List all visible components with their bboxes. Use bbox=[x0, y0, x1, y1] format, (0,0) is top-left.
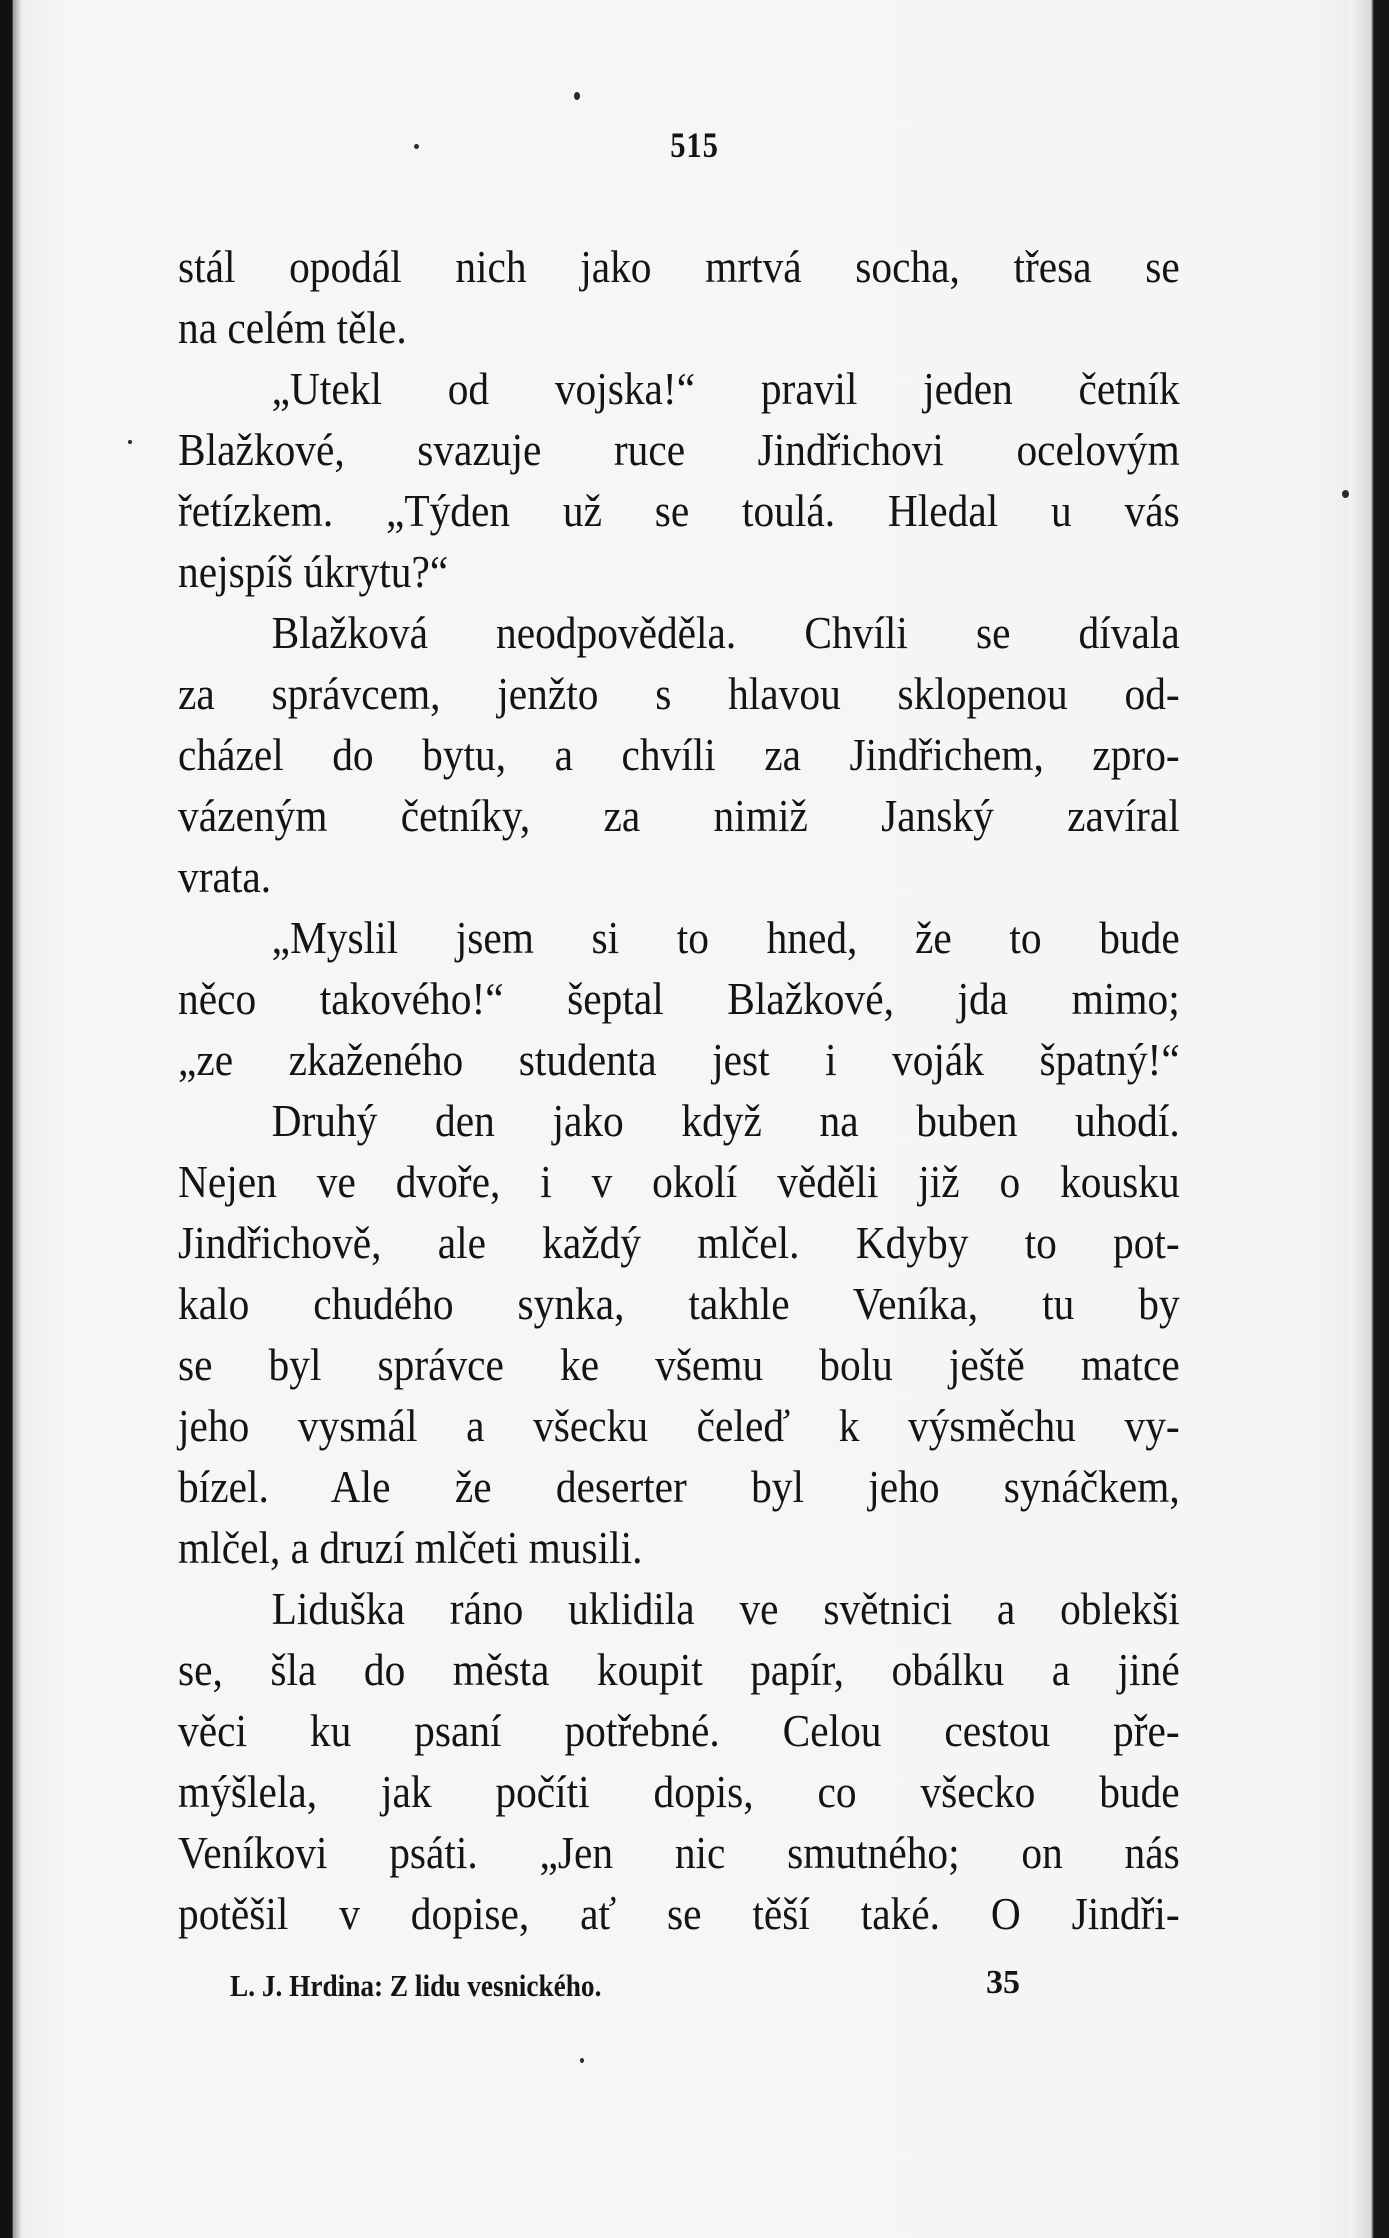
text-line: stál opodál nich jako mrtvá socha, třesa se bbox=[178, 241, 1180, 292]
scan-speck bbox=[128, 440, 132, 444]
text-line: cházel do bytu, a chvíli za Jindřichem, zpro- bbox=[178, 729, 1180, 780]
text-line: mýšlela, jak počíti dopis, co všecko bude bbox=[178, 1766, 1180, 1817]
text-line: Jindřichově, ale každý mlčel. Kdyby to pot- bbox=[178, 1217, 1180, 1268]
text-line: řetízkem. „Týden už se toulá. Hledal u vás bbox=[178, 485, 1180, 536]
scan-left-border bbox=[0, 0, 22, 2238]
text-line: Druhý den jako když na buben uhodí. bbox=[271, 1095, 1180, 1146]
text-line: věci ku psaní potřebné. Celou cestou pře- bbox=[178, 1705, 1180, 1756]
text-line: se, šla do města koupit papír, obálku a jiné bbox=[178, 1644, 1180, 1695]
text-line: Blažková neodpověděla. Chvíli se dívala bbox=[271, 607, 1180, 658]
text-line: bízel. Ale že deserter byl jeho synáčkem, bbox=[178, 1461, 1180, 1512]
scan-speck bbox=[574, 92, 580, 100]
text-line: potěšil v dopise, ať se těší také. O Jindři- bbox=[178, 1888, 1180, 1939]
text-line: za správcem, jenžto s hlavou sklopenou od- bbox=[178, 668, 1180, 719]
scan-speck bbox=[580, 2058, 584, 2063]
text-line: kalo chudého synka, takhle Veníka, tu by bbox=[178, 1278, 1180, 1329]
text-line: „Myslil jsem si to hned, že to bude bbox=[271, 912, 1180, 963]
text-line: vázeným četníky, za nimiž Janský zavíral bbox=[178, 790, 1180, 841]
text-line: se byl správce ke všemu bolu ještě matce bbox=[178, 1339, 1180, 1390]
text-line: něco takového!“ šeptal Blažkové, jda mimo; bbox=[178, 973, 1180, 1024]
scan-right-border bbox=[1349, 0, 1389, 2238]
text-line: mlčel, a druzí mlčeti musili. bbox=[178, 1522, 643, 1573]
footer-signature: L. J. Hrdina: Z lidu vesnického. bbox=[230, 1968, 602, 2003]
scan-speck bbox=[1342, 490, 1349, 498]
text-line: Liduška ráno uklidila ve světnici a oblekši bbox=[271, 1583, 1180, 1634]
text-line: Nejen ve dvoře, i v okolí věděli již o kousku bbox=[178, 1156, 1180, 1207]
page-footer bbox=[230, 1964, 1020, 2018]
footer-sheet-number: 35 bbox=[986, 1964, 1020, 2001]
text-line: „Utekl od vojska!“ pravil jeden četník bbox=[271, 363, 1180, 414]
body-text bbox=[178, 236, 1180, 1944]
scan-speck bbox=[414, 144, 419, 149]
text-line: vrata. bbox=[178, 851, 272, 902]
text-line: na celém těle. bbox=[178, 302, 407, 353]
text-line: Veníkovi psáti. „Jen nic smutného; on nás bbox=[178, 1827, 1180, 1878]
text-line: „ze zkaženého studenta jest i voják špatný!“ bbox=[178, 1034, 1180, 1085]
text-line: Blažkové, svazuje ruce Jindřichovi ocelovým bbox=[178, 424, 1180, 475]
text-line: nejspíš úkrytu?“ bbox=[178, 546, 449, 597]
page-number: 515 bbox=[670, 125, 719, 165]
text-line: jeho vysmál a všecku čeleď k výsměchu vy- bbox=[178, 1400, 1180, 1451]
